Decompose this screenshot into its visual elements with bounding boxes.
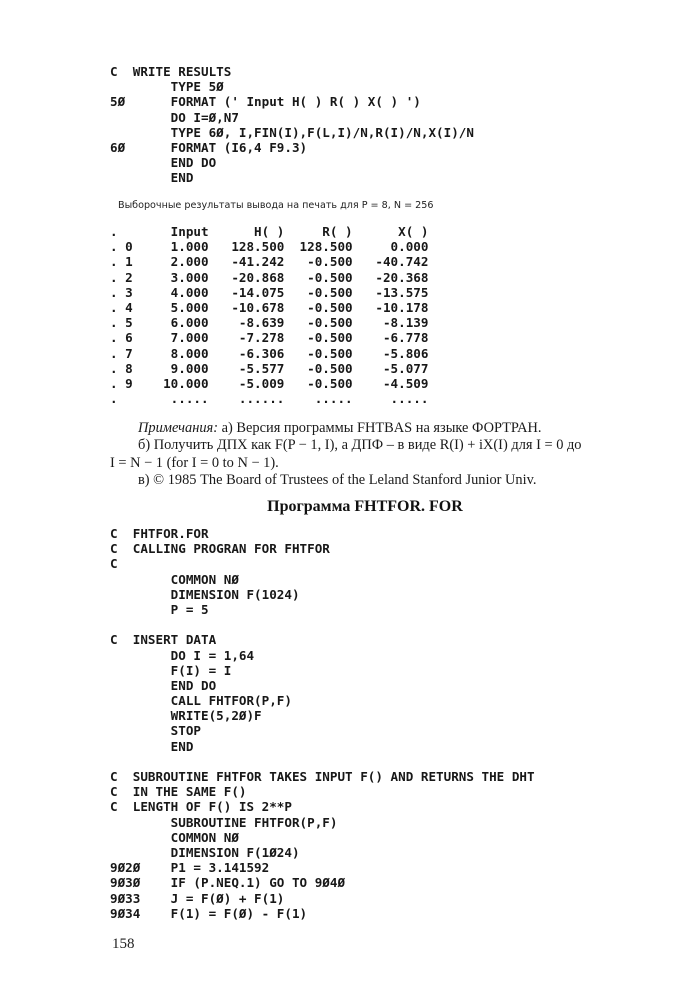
code-main-line: C LENGTH OF F() IS 2**P (110, 799, 292, 815)
code-main-line: C FHTFOR.FOR (110, 526, 209, 541)
code-main-line: F(I) = I (110, 662, 232, 678)
code-main-line: COMMON NØ (110, 829, 239, 845)
code-main-line: P = 5 (110, 601, 209, 617)
sample-output-table (110, 224, 428, 406)
code-top-line: END (110, 170, 194, 186)
code-top-line: TYPE 6Ø, I,FIN(I),F(L,I)/N,R(I)/N,X(I)/N (110, 124, 474, 140)
code-top-line: END DO (110, 155, 217, 171)
output-table-row: . 2 3.000 -20.868 -0.500 -20.368 (110, 269, 429, 285)
output-table-row: . 6 7.000 -7.278 -0.500 -6.778 (110, 330, 429, 346)
notes-label: Примечания: (138, 420, 219, 436)
code-main-line: 9Ø3Ø IF (P.NEQ.1) GO TO 9Ø4Ø (110, 875, 346, 891)
sample-output-caption: Выборочные результаты вывода на печать для P = 8, N = 256 (118, 200, 434, 211)
code-main-line: WRITE(5,2Ø)F (110, 708, 262, 724)
output-table-row: . 1 2.000 -41.242 -0.500 -40.742 (110, 254, 429, 270)
code-main-line: CALL FHTFOR(P,F) (110, 693, 292, 709)
note-b-line-2: I = N − 1 (for I = 0 to N − 1). (110, 454, 279, 471)
code-main-line: COMMON NØ (110, 571, 239, 587)
output-table-row: . 3 4.000 -14.075 -0.500 -13.575 (110, 284, 429, 300)
output-table-row: . ..... ...... ..... ..... (110, 391, 429, 407)
code-main-line: DIMENSION F(1024) (110, 586, 300, 602)
code-top-line: C WRITE RESULTS (110, 64, 232, 79)
code-main-line: 9Ø34 F(1) = F(Ø) - F(1) (110, 905, 308, 921)
code-top-line: 6Ø FORMAT (I6,4 F9.3) (110, 139, 308, 155)
program-heading: Программа FHTFOR. FOR (267, 498, 463, 515)
code-main-line: C SUBROUTINE FHTFOR TAKES INPUT F() AND RETURNS THE DHT (110, 769, 535, 784)
note-a (110, 420, 640, 437)
output-table-row: . 0 1.000 128.500 128.500 0.000 (110, 239, 429, 255)
notes-block (110, 420, 640, 490)
fhtfor-program-code (110, 526, 535, 921)
output-table-row: . 7 8.000 -6.306 -0.500 -5.806 (110, 345, 429, 361)
output-table-header: . Input H( ) R( ) X( ) (110, 224, 429, 239)
code-main-line: C IN THE SAME F() (110, 784, 247, 800)
code-main-line: STOP (110, 723, 201, 739)
code-main-line: DIMENSION F(1Ø24) (110, 844, 300, 860)
code-main-line: END DO (110, 677, 217, 693)
page-number: 158 (112, 936, 135, 952)
fortran-write-results-code (110, 64, 474, 186)
code-main-line: 9Ø2Ø P1 = 3.141592 (110, 860, 270, 876)
code-main-line: 9Ø33 J = F(Ø) + F(1) (110, 890, 285, 906)
output-table-row: . 9 10.000 -5.009 -0.500 -4.509 (110, 375, 429, 391)
note-a-text: а) Версия программы FHTBAS на языке ФОРТРАН. (218, 420, 542, 436)
code-main-line: C CALLING PROGRAN FOR FHTFOR (110, 541, 330, 557)
code-top-line: 5Ø FORMAT (' Input H( ) R( ) X( ) ') (110, 94, 421, 110)
code-main-line: C (110, 556, 118, 572)
code-main-line: END (110, 738, 194, 754)
code-main-line (110, 754, 535, 769)
code-main-line: C INSERT DATA (110, 632, 217, 648)
output-table-row: . 8 9.000 -5.577 -0.500 -5.077 (110, 360, 429, 376)
code-top-line: TYPE 5Ø (110, 79, 224, 95)
output-table-row: . 5 6.000 -8.639 -0.500 -8.139 (110, 315, 429, 331)
code-main-line: SUBROUTINE FHTFOR(P,F) (110, 814, 338, 830)
code-main-line (110, 617, 535, 632)
note-b-line-1: б) Получить ДПХ как F(P − 1, I), а ДПФ – в виде R(I) + iX(I) для I = 0 до (138, 437, 582, 454)
output-table-row: . 4 5.000 -10.678 -0.500 -10.178 (110, 299, 429, 315)
code-top-line: DO I=Ø,N7 (110, 109, 239, 125)
code-main-line: DO I = 1,64 (110, 647, 255, 663)
note-c: в) © 1985 The Board of Trustees of the Leland Stanford Junior Univ. (138, 472, 537, 489)
